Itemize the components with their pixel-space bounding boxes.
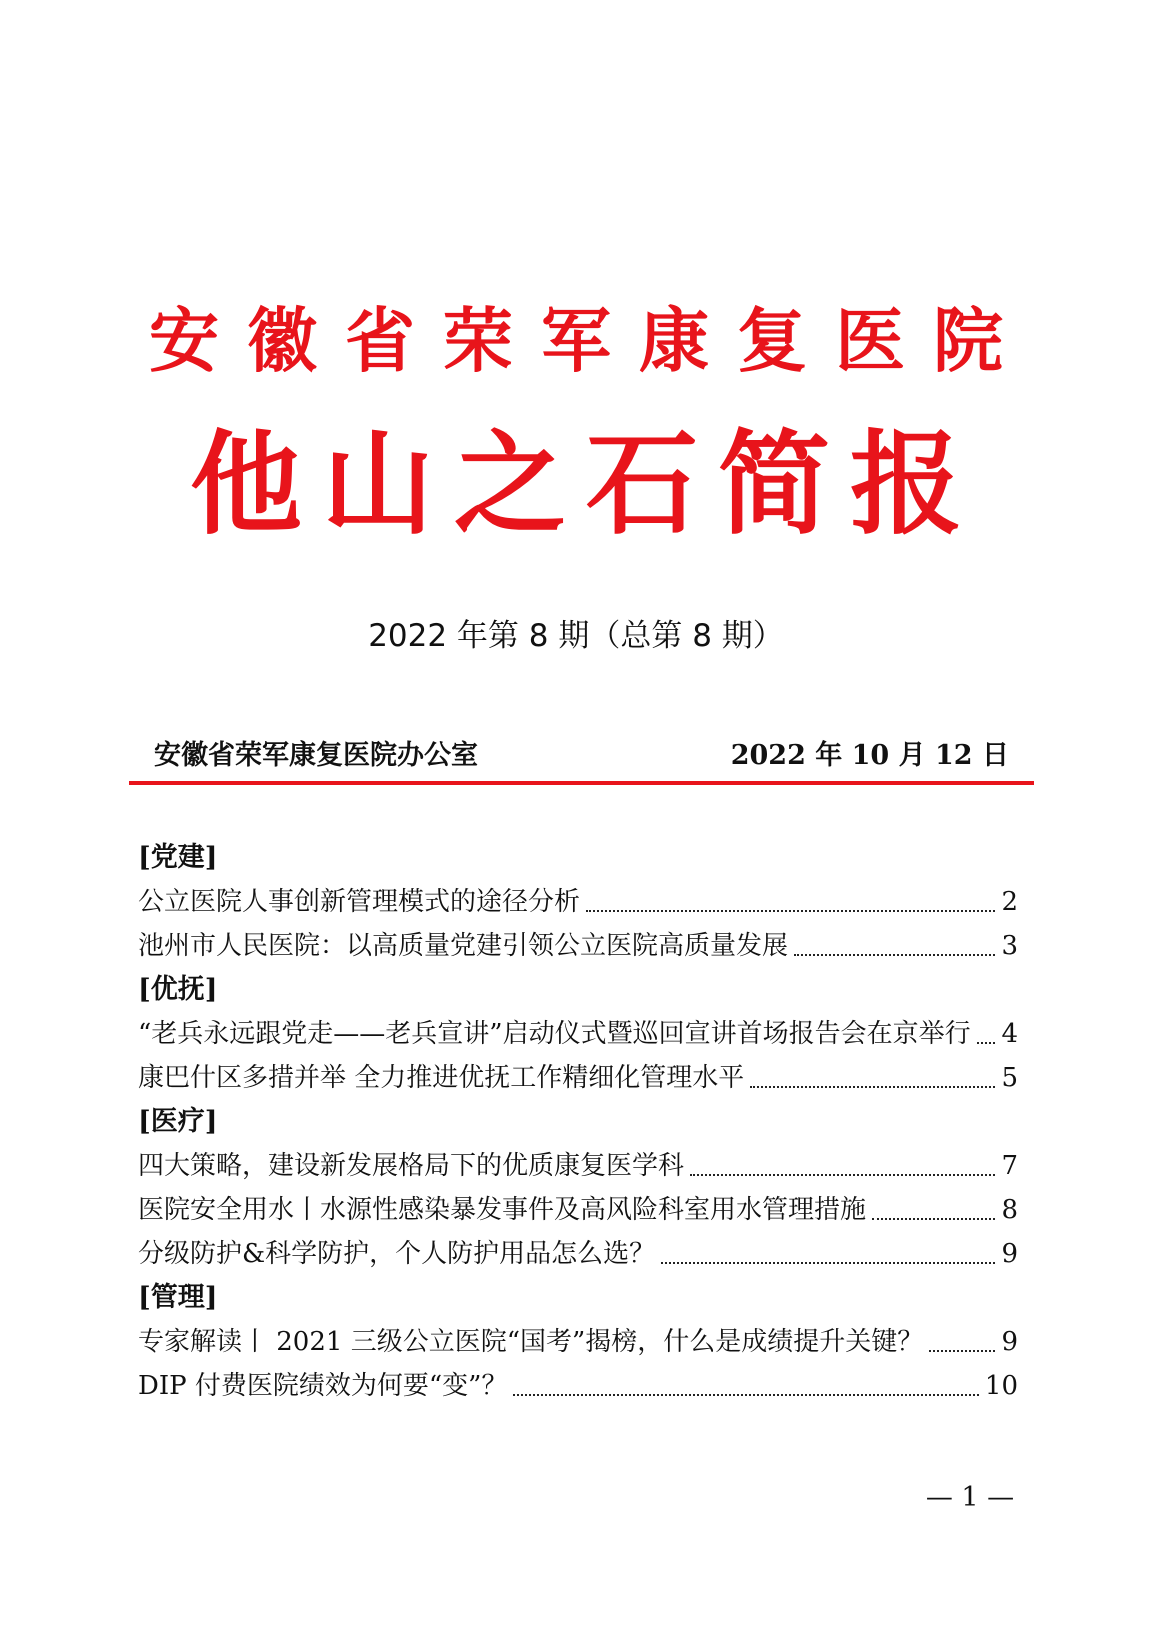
red-divider	[129, 781, 1034, 785]
toc-entry[interactable]	[138, 924, 1018, 968]
toc-leader-dots	[690, 1174, 995, 1176]
toc-entry[interactable]	[138, 880, 1018, 924]
table-of-contents	[138, 836, 1018, 1408]
toc-leader-dots	[750, 1086, 995, 1088]
toc-entry-page: 2	[1001, 887, 1018, 917]
toc-entry-page: 8	[1001, 1195, 1018, 1225]
toc-entry[interactable]	[138, 1056, 1018, 1100]
toc-leader-dots	[977, 1042, 996, 1044]
page-number: — 1 —	[925, 1482, 1015, 1513]
toc-section-heading: [优抚]	[138, 974, 218, 1005]
toc-leader-dots	[929, 1350, 995, 1352]
toc-entry-page: 5	[1001, 1063, 1018, 1093]
toc-entry-page: 10	[984, 1371, 1018, 1401]
toc-section-heading: [管理]	[138, 1282, 218, 1313]
toc-entry-title: 医院安全用水丨水源性感染暴发事件及高风险科室用水管理措施	[138, 1195, 867, 1225]
toc-entry[interactable]	[138, 1012, 1018, 1056]
toc-entry-page: 4	[1001, 1019, 1018, 1049]
toc-leader-dots	[586, 910, 995, 912]
bulletin-title: 他山之石简报	[190, 419, 982, 550]
toc-entry[interactable]	[138, 1144, 1018, 1188]
toc-section-heading: [党建]	[138, 842, 218, 873]
hospital-name-heading: 安徽省荣军康复医院	[149, 299, 1031, 382]
toc-entry-page: 9	[1001, 1327, 1018, 1357]
issue-date: 2022 年 10 月 12 日	[730, 740, 1009, 771]
issuing-office: 安徽省荣军康复医院办公室	[154, 740, 478, 771]
toc-entry-page: 3	[1001, 931, 1018, 961]
toc-entry[interactable]	[138, 1232, 1018, 1276]
toc-section-heading: [医疗]	[138, 1106, 218, 1137]
toc-entry-title: 公立医院人事创新管理模式的途径分析	[138, 887, 581, 917]
toc-entry[interactable]	[138, 1364, 1018, 1408]
issuer-date-row	[154, 732, 1009, 780]
toc-leader-dots	[872, 1218, 995, 1220]
toc-entry-title: “老兵永远跟党走——老兵宣讲”启动仪式暨巡回宣讲首场报告会在京举行	[138, 1019, 971, 1049]
toc-entry-page: 7	[1001, 1151, 1018, 1181]
toc-entry[interactable]	[138, 1320, 1018, 1364]
issue-number: 2022 年第 8 期（总第 8 期）	[368, 618, 784, 654]
toc-entry-title: 分级防护&科学防护，个人防护用品怎么选？	[138, 1239, 656, 1269]
toc-entry-title: 康巴什区多措并举 全力推进优抚工作精细化管理水平	[138, 1063, 745, 1093]
toc-entry-title: 池州市人民医院：以高质量党建引领公立医院高质量发展	[138, 931, 789, 961]
toc-entry-title: 专家解读丨 2021 三级公立医院“国考”揭榜，什么是成绩提升关键？	[138, 1327, 924, 1357]
toc-entry-page: 9	[1001, 1239, 1018, 1269]
toc-entry[interactable]	[138, 1188, 1018, 1232]
toc-entry-title: DIP 付费医院绩效为何要“变”？	[138, 1371, 508, 1401]
toc-leader-dots	[661, 1262, 995, 1264]
toc-leader-dots	[513, 1394, 978, 1396]
toc-leader-dots	[794, 954, 995, 956]
toc-entry-title: 四大策略，建设新发展格局下的优质康复医学科	[138, 1151, 685, 1181]
